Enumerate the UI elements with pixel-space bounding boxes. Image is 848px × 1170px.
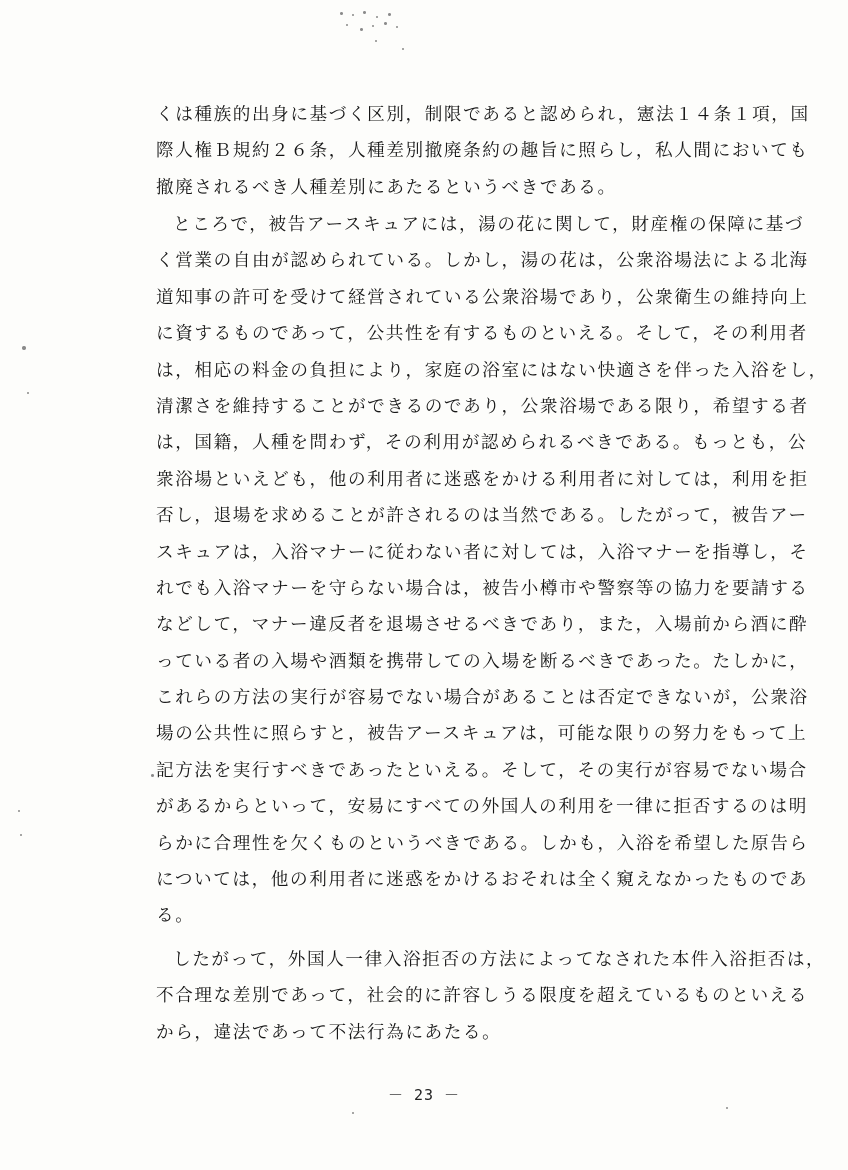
text-line: については，他の利用者に迷惑をかけるおそれは全く窺えなかったものであ [156,870,809,891]
text-line: れでも入浴マナーを守らない場合は，被告小樽市や警察等の協力を要請する [156,578,809,599]
text-line: っている者の入場や酒類を携帯しての入場を断るべきであった。たしかに， [156,651,809,672]
text-line: 衆浴場といえども，他の利用者に迷惑をかける利用者に対しては，利用を拒 [156,469,809,490]
paragraph-2 [156,207,828,935]
text-line: これらの方法の実行が容易でない場合があることは否定できないが，公衆浴 [156,688,809,709]
text-line: くは種族的出身に基づく区別，制限であると認められ，憲法１４条１項，国 [156,105,810,125]
text-line: 際人権Ｂ規約２６条，人種差別撤廃条約の趣旨に照らし，私人間においても [156,141,809,162]
text-line: は，国籍，人種を問わず，その利用が認められるべきである。もっとも，公 [156,433,808,454]
page-number: － 23 － [387,1086,461,1104]
text-line: スキュアは，入浴マナーに従わない者に対しては，入浴マナーを指導し，そ [156,542,809,563]
text-line: く営業の自由が認められている。しかし，湯の花は，公衆浴場法による北海 [156,251,809,272]
text-line: らかに合理性を欠くものというべきである。しかも，入浴を希望した原告ら [156,833,809,854]
text-line: ところで，被告アースキュアには，湯の花に関して，財産権の保障に基づ [173,215,805,235]
text-line: 道知事の許可を受けて経営されている公衆浴場であり，公衆衛生の維持向上 [156,287,809,308]
text-line: 清潔さを維持することができるのであり，公衆浴場である限り，希望する者 [156,396,809,417]
text-line: したがって，外国人一律入浴拒否の方法によってなされた本件入浴拒否は， [173,950,826,970]
paragraph-3 [156,942,826,1051]
text-line: 否し，退場を求めることが許されるのは当然である。したがって，被告アー [156,506,808,527]
text-line: 不合理な差別であって，社会的に許容しうる限度を超えているものといえる [156,986,809,1007]
text-line: は，相応の料金の負担により，家庭の浴室にはない快適さを伴った入浴をし， [156,360,828,381]
text-line: 記方法を実行すべきであったといえる。そして，その実行が容易でない場合 [156,760,808,781]
text-line: などして，マナー違反者を退場させるべきであり，また，入場前から酒に酔 [156,615,809,636]
text-line: があるからといって，安易にすべての外国人の利用を一律に拒否するのは明 [156,797,808,818]
text-line: る。 [156,906,195,927]
paragraph-1 [156,97,810,206]
text-line: 場の公共性に照らすと，被告アースキュアは，可能な限りの努力をもって上 [156,724,808,745]
text-line: に資するものであって，公共性を有するものといえる。そして，その利用者 [156,324,808,345]
text-line: 撤廃されるべき人種差別にあたるというべきである。 [156,177,617,198]
text-line: から，違法であって不法行為にあたる。 [156,1022,502,1043]
